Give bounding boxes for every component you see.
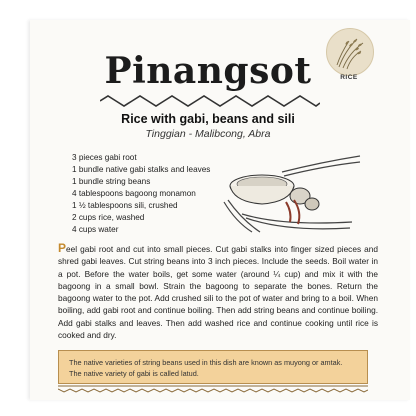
ingredient-item: 4 tablespoons bagoong monamon (72, 189, 196, 198)
rice-stalk-icon (327, 29, 373, 75)
ingredient-item: 4 cups water (72, 225, 119, 234)
recipe-title: Pinangsot (104, 50, 312, 92)
ingredients-illustration (212, 152, 362, 234)
zigzag-ornament (100, 94, 320, 108)
ingredient-item: 3 pieces gabi root (72, 153, 137, 162)
method-text: eel gabi root and cut into small pieces. Cut gabi stalks into finger sized pieces and shred gabi leaves. Cut string beans into 3 inch pieces. Include the seeds. Boil water in a pot. Before the water boils, get some water (around ¼ cup) and mix it with the bagoong in a small bowl. Strain the bagoong to separate the bones. Return the bagoong water to the pot. Add crushed sili to the pot of water and bring to a boil. When boiling, add gabi root and continue boiling. Then add string beans and continue boiling. Add gabi stalks and leaves. Then add washed rice and continue cooking until rice is cooked and dry. (58, 244, 378, 341)
ingredient-item: 1 bundle native gabi stalks and leaves (72, 165, 211, 174)
method-dropcap: P (58, 241, 67, 255)
note-text: The native varieties of string beans used in this dish are known as muyong or amtak. The native variety of gabi is called latud. (69, 358, 343, 378)
ingredient-item: 1 bundle string beans (72, 177, 151, 186)
ingredient-item: 1 ½ tablespoons sili, crushed (72, 201, 178, 210)
category-badge (326, 28, 374, 76)
decorative-border (58, 385, 368, 393)
ingredient-item: 2 cups rice, washed (72, 213, 145, 222)
recipe-origin: Tinggian - Malibcong, Abra (145, 128, 271, 140)
category-label: RICE (340, 74, 358, 81)
recipe-subtitle: Rice with gabi, beans and sili (121, 112, 295, 126)
method-paragraph (58, 242, 378, 341)
note-box (58, 350, 368, 384)
